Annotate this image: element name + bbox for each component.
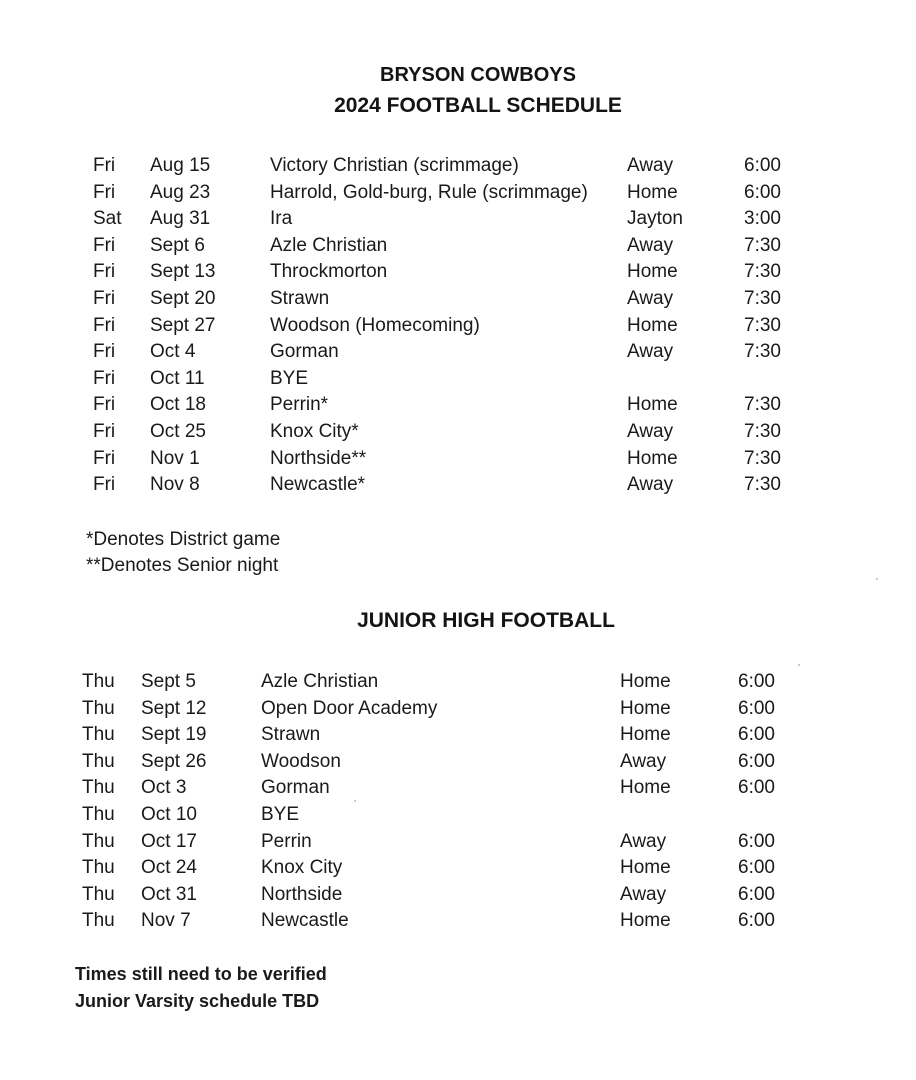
location-cell: Away bbox=[620, 883, 667, 905]
time-cell: 6:00 bbox=[744, 181, 781, 203]
location-cell: Home bbox=[627, 314, 678, 336]
schedule-row bbox=[0, 696, 916, 722]
time-cell: 3:00 bbox=[744, 208, 781, 230]
schedule-row bbox=[0, 286, 916, 312]
date-cell: Aug 15 bbox=[150, 155, 211, 176]
date-cell: Sept 13 bbox=[150, 261, 216, 283]
schedule-row bbox=[0, 908, 916, 934]
day-cell: Fri bbox=[93, 314, 116, 336]
opponent-cell: BYE bbox=[261, 804, 300, 825]
location-cell: Home bbox=[620, 910, 671, 932]
location-cell: Home bbox=[627, 181, 678, 203]
times-verification-note: Times still need to be verified bbox=[75, 964, 327, 984]
schedule-row bbox=[0, 882, 916, 908]
day-cell: Thu bbox=[82, 910, 115, 932]
schedule-row bbox=[0, 313, 916, 339]
location-cell: Home bbox=[627, 261, 678, 283]
location-cell: Home bbox=[627, 394, 678, 416]
date-cell: Oct 11 bbox=[150, 367, 205, 389]
time-cell: 6:00 bbox=[738, 883, 775, 905]
date-cell: Sept 26 bbox=[141, 750, 207, 772]
location-cell: Away bbox=[620, 750, 667, 772]
day-cell: Thu bbox=[82, 697, 115, 719]
location-cell: Home bbox=[627, 447, 678, 469]
opponent-cell: Knox City bbox=[261, 857, 343, 879]
date-cell: Oct 24 bbox=[141, 857, 197, 879]
time-cell: 7:30 bbox=[744, 421, 781, 442]
opponent-cell: Ira bbox=[270, 208, 293, 230]
day-cell: Thu bbox=[82, 830, 115, 852]
opponent-cell: Strawn bbox=[270, 288, 330, 309]
date-cell: Nov 7 bbox=[141, 910, 191, 932]
time-cell: 7:30 bbox=[744, 394, 781, 416]
schedule-row bbox=[0, 722, 916, 748]
district-note: *Denotes District game bbox=[86, 529, 281, 550]
schedule-row bbox=[0, 829, 916, 855]
time-cell: 7:30 bbox=[744, 447, 781, 469]
date-cell: Sept 5 bbox=[141, 671, 196, 692]
opponent-cell: Gorman bbox=[261, 777, 330, 799]
opponent-cell: Newcastle bbox=[261, 910, 349, 932]
location-cell: Away bbox=[620, 830, 667, 852]
time-cell: 7:30 bbox=[744, 314, 781, 336]
schedule-row bbox=[0, 153, 916, 179]
location-cell: Away bbox=[627, 234, 674, 256]
time-cell: 7:30 bbox=[744, 341, 781, 363]
opponent-cell: Perrin* bbox=[270, 394, 329, 416]
time-cell: 7:30 bbox=[744, 234, 781, 256]
opponent-cell: Woodson (Homecoming) bbox=[270, 314, 480, 336]
date-cell: Sept 27 bbox=[150, 314, 216, 336]
day-cell: Fri bbox=[93, 181, 116, 203]
location-cell: Away bbox=[627, 341, 674, 363]
date-cell: Oct 17 bbox=[141, 830, 197, 852]
date-cell: Aug 23 bbox=[150, 181, 211, 203]
opponent-cell: Knox City* bbox=[270, 421, 359, 442]
schedule-row bbox=[0, 206, 916, 232]
date-cell: Oct 25 bbox=[150, 421, 206, 442]
time-cell: 6:00 bbox=[738, 777, 775, 799]
time-cell: 7:30 bbox=[744, 288, 781, 309]
day-cell: Thu bbox=[82, 724, 115, 746]
opponent-cell: Azle Christian bbox=[261, 671, 379, 692]
date-cell: Aug 31 bbox=[150, 208, 211, 230]
day-cell: Fri bbox=[93, 447, 116, 469]
date-cell: Sept 20 bbox=[150, 288, 216, 309]
schedule-row bbox=[0, 259, 916, 285]
day-cell: Sat bbox=[93, 208, 122, 230]
date-cell: Oct 18 bbox=[150, 394, 206, 416]
location-cell: Home bbox=[620, 697, 671, 719]
schedule-row bbox=[0, 775, 916, 801]
location-cell: Home bbox=[620, 857, 671, 879]
opponent-cell: Victory Christian (scrimmage) bbox=[270, 155, 519, 176]
time-cell: 7:30 bbox=[744, 474, 781, 496]
day-cell: Thu bbox=[82, 857, 115, 879]
opponent-cell: Gorman bbox=[270, 341, 339, 363]
schedule-row bbox=[0, 392, 916, 418]
time-cell: 6:00 bbox=[738, 750, 775, 772]
schedule-row bbox=[0, 419, 916, 445]
schedule-row bbox=[0, 669, 916, 695]
date-cell: Oct 31 bbox=[141, 883, 197, 905]
date-cell: Nov 1 bbox=[150, 447, 200, 469]
opponent-cell: Throckmorton bbox=[270, 261, 388, 283]
location-cell: Away bbox=[627, 474, 674, 496]
day-cell: Fri bbox=[93, 474, 116, 496]
schedule-row bbox=[0, 339, 916, 365]
scan-speck bbox=[354, 800, 356, 802]
day-cell: Fri bbox=[93, 234, 116, 256]
location-cell: Home bbox=[620, 777, 671, 799]
date-cell: Oct 4 bbox=[150, 341, 196, 363]
time-cell: 6:00 bbox=[744, 155, 781, 176]
day-cell: Fri bbox=[93, 394, 116, 416]
time-cell: 6:00 bbox=[738, 830, 775, 852]
opponent-cell: Azle Christian bbox=[270, 234, 388, 256]
location-cell: Away bbox=[627, 421, 674, 442]
senior-night-note: **Denotes Senior night bbox=[86, 555, 279, 576]
date-cell: Sept 12 bbox=[141, 697, 207, 719]
day-cell: Fri bbox=[93, 288, 116, 309]
opponent-cell: Newcastle* bbox=[270, 474, 366, 496]
day-cell: Thu bbox=[82, 883, 115, 905]
schedule-row bbox=[0, 472, 916, 498]
location-cell: Home bbox=[620, 724, 671, 746]
date-cell: Sept 19 bbox=[141, 724, 207, 746]
time-cell: 6:00 bbox=[738, 724, 775, 746]
schedule-row bbox=[0, 802, 916, 828]
opponent-cell: Woodson bbox=[261, 750, 341, 772]
day-cell: Thu bbox=[82, 750, 115, 772]
time-cell: 6:00 bbox=[738, 910, 775, 932]
location-cell: Jayton bbox=[627, 208, 683, 230]
day-cell: Fri bbox=[93, 155, 116, 176]
page-subtitle: 2024 FOOTBALL SCHEDULE bbox=[334, 94, 622, 117]
date-cell: Nov 8 bbox=[150, 474, 200, 496]
opponent-cell: Northside bbox=[261, 883, 343, 905]
opponent-cell: BYE bbox=[270, 367, 309, 389]
schedule-row bbox=[0, 233, 916, 259]
opponent-cell: Open Door Academy bbox=[261, 697, 438, 719]
time-cell: 6:00 bbox=[738, 697, 775, 719]
time-cell: 6:00 bbox=[738, 671, 775, 692]
schedule-row bbox=[0, 180, 916, 206]
time-cell: 7:30 bbox=[744, 261, 781, 283]
day-cell: Fri bbox=[93, 421, 116, 442]
day-cell: Thu bbox=[82, 671, 115, 692]
day-cell: Fri bbox=[93, 261, 116, 283]
schedule-row bbox=[0, 366, 916, 392]
scan-speck bbox=[876, 578, 878, 580]
date-cell: Oct 3 bbox=[141, 777, 187, 799]
scan-speck bbox=[798, 664, 800, 666]
opponent-cell: Perrin bbox=[261, 830, 312, 852]
location-cell: Home bbox=[620, 671, 671, 692]
location-cell: Away bbox=[627, 288, 674, 309]
opponent-cell: Harrold, Gold-burg, Rule (scrimmage) bbox=[270, 181, 588, 203]
junior-high-title: JUNIOR HIGH FOOTBALL bbox=[357, 609, 615, 632]
day-cell: Fri bbox=[93, 367, 116, 389]
schedule-row bbox=[0, 446, 916, 472]
day-cell: Thu bbox=[82, 777, 115, 799]
page-title: BRYSON COWBOYS bbox=[380, 64, 576, 86]
jv-schedule-note: Junior Varsity schedule TBD bbox=[75, 991, 320, 1011]
schedule-row bbox=[0, 749, 916, 775]
day-cell: Fri bbox=[93, 341, 116, 363]
date-cell: Sept 6 bbox=[150, 234, 205, 256]
schedule-row bbox=[0, 855, 916, 881]
day-cell: Thu bbox=[82, 804, 115, 825]
opponent-cell: Northside** bbox=[270, 447, 367, 469]
opponent-cell: Strawn bbox=[261, 724, 321, 746]
date-cell: Oct 10 bbox=[141, 804, 197, 825]
location-cell: Away bbox=[627, 155, 674, 176]
time-cell: 6:00 bbox=[738, 857, 775, 879]
